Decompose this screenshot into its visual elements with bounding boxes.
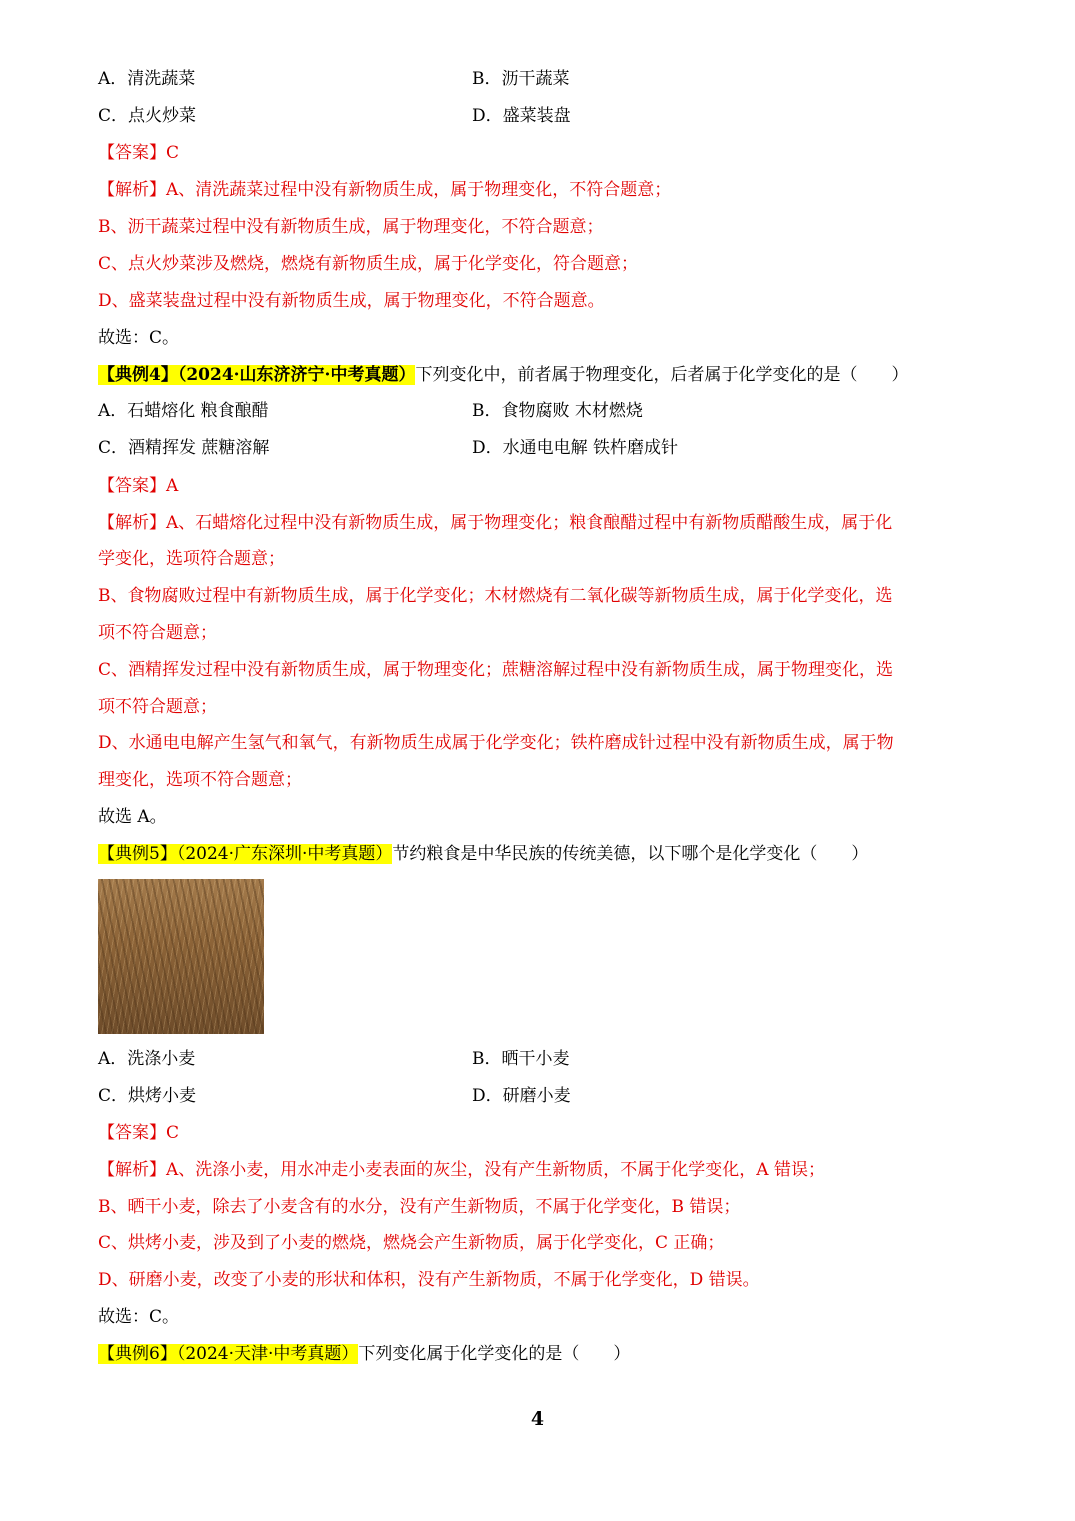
q3-analysis-2: B、沥干蔬菜过程中没有新物质生成，属于物理变化，不符合题意； — [98, 217, 604, 237]
q4-analysis-4: 项不符合题意； — [98, 623, 217, 643]
q5-analysis-2: B、晒干小麦，除去了小麦含有的水分，没有产生新物质，不属于化学变化，B 错误； — [98, 1197, 741, 1217]
q5-option-a: A．洗涤小麦 — [98, 1049, 196, 1069]
q4-question — [98, 362, 908, 388]
analysis-text: A、清洗蔬菜过程中没有新物质生成，属于物理变化，不符合题意； — [166, 180, 672, 200]
q5-analysis-1 — [98, 1157, 825, 1183]
q6-question-text: 下列变化属于化学变化的是（ ） — [358, 1344, 631, 1364]
analysis-tag: 【解析】 — [98, 1160, 166, 1180]
answer-tag: 【答案】 — [98, 476, 166, 496]
q4-analysis-8: 理变化，选项不符合题意； — [98, 770, 302, 790]
q5-tag: 【典例5】（2024·广东深圳·中考真题） — [98, 844, 393, 864]
q4-analysis-5: C、酒精挥发过程中没有新物质生成，属于物理变化；蔗糖溶解过程中没有新物质生成，属于物理变化，选 — [98, 660, 894, 680]
q4-option-a: A．石蜡熔化 粮食酿醋 — [98, 401, 269, 421]
page-number: 4 — [530, 1408, 545, 1430]
q4-conclusion: 故选 A。 — [98, 807, 167, 827]
q5-analysis-4: D、研磨小麦，改变了小麦的形状和体积，没有产生新物质，不属于化学变化，D 错误。 — [98, 1270, 760, 1290]
q5-question — [98, 841, 868, 867]
q4-analysis-6: 项不符合题意； — [98, 697, 217, 717]
answer-value: C — [166, 1123, 180, 1143]
q4-question-text: 下列变化中，前者属于物理变化，后者属于化学变化的是（ ） — [415, 365, 909, 385]
q3-analysis-4: D、盛菜装盘过程中没有新物质生成，属于物理变化，不符合题意。 — [98, 291, 605, 311]
q4-option-b: B．食物腐败 木材燃烧 — [472, 401, 643, 421]
q5-option-c: C．烘烤小麦 — [98, 1086, 197, 1106]
q4-analysis-7: D、水通电电解产生氢气和氧气，有新物质生成属于化学变化；铁杵磨成针过程中没有新物质生成，属于物 — [98, 733, 894, 753]
q3-analysis-1 — [98, 177, 671, 203]
q4-analysis-1 — [98, 510, 892, 536]
q4-answer — [98, 473, 178, 499]
analysis-tag: 【解析】 — [98, 513, 166, 533]
q4-option-d: D．水通电电解 铁杵磨成针 — [472, 438, 679, 458]
q5-question-text: 节约粮食是中华民族的传统美德，以下哪个是化学变化（ ） — [392, 844, 869, 864]
q5-answer — [98, 1120, 179, 1146]
q3-option-b: B．沥干蔬菜 — [472, 69, 570, 89]
q3-answer — [98, 140, 179, 166]
answer-value: A — [166, 476, 179, 496]
q3-option-d: D．盛菜装盘 — [472, 106, 571, 126]
q5-analysis-3: C、烘烤小麦，涉及到了小麦的燃烧，燃烧会产生新物质，属于化学变化，C 正确； — [98, 1233, 725, 1253]
q3-option-c: C．点火炒菜 — [98, 106, 197, 126]
analysis-tag: 【解析】 — [98, 180, 166, 200]
q5-conclusion: 故选：C。 — [98, 1307, 180, 1327]
answer-tag: 【答案】 — [98, 143, 166, 163]
q3-conclusion: 故选：C。 — [98, 328, 180, 348]
q6-question — [98, 1341, 630, 1367]
wheat-image — [98, 879, 264, 1034]
analysis-text: A、石蜡熔化过程中没有新物质生成，属于物理变化；粮食酿醋过程中有新物质醋酸生成，属于化 — [166, 513, 893, 533]
q4-analysis-2: 学变化，选项符合题意； — [98, 549, 285, 569]
analysis-text: A、洗涤小麦，用水冲走小麦表面的灰尘，没有产生新物质，不属于化学变化，A 错误； — [166, 1160, 825, 1180]
q4-analysis-3: B、食物腐败过程中有新物质生成，属于化学变化；木材燃烧有二氧化碳等新物质生成，属于化学变化，选 — [98, 586, 893, 606]
answer-tag: 【答案】 — [98, 1123, 166, 1143]
q4-option-c: C．酒精挥发 蔗糖溶解 — [98, 438, 270, 458]
q5-option-d: D．研磨小麦 — [472, 1086, 571, 1106]
q6-tag: 【典例6】（2024·天津·中考真题） — [98, 1344, 359, 1364]
q4-tag: 【典例4】（2024·山东济济宁·中考真题） — [98, 365, 416, 385]
q3-analysis-3: C、点火炒菜涉及燃烧，燃烧有新物质生成，属于化学变化，符合题意； — [98, 254, 639, 274]
q5-option-b: B．晒干小麦 — [472, 1049, 570, 1069]
q3-option-a: A．清洗蔬菜 — [98, 69, 196, 89]
answer-value: C — [166, 143, 180, 163]
